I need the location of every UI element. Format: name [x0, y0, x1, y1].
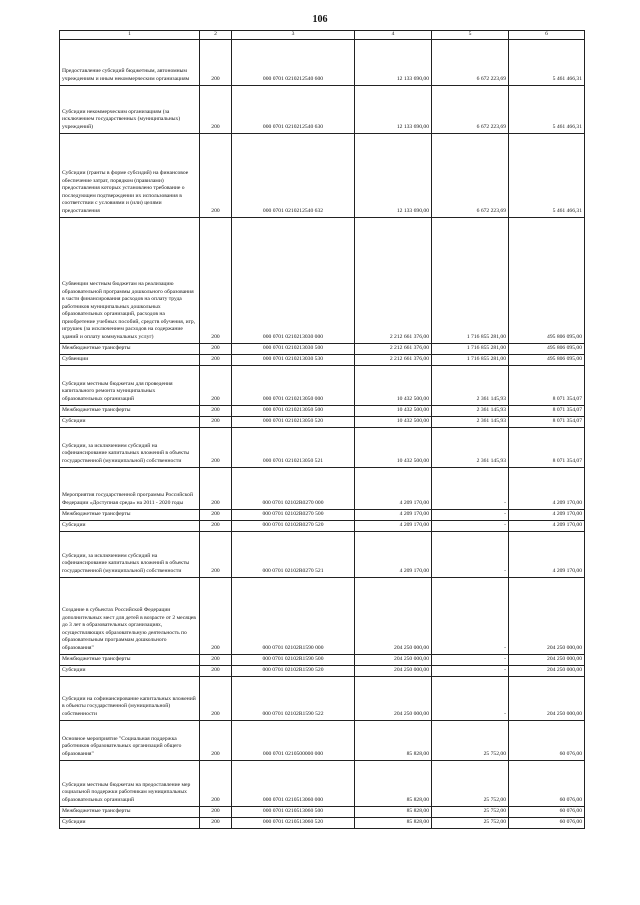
row-budget-class: 000 0701 0210213050 500 — [232, 405, 355, 416]
row-approved: 10 432 500,00 — [355, 416, 432, 427]
row-name: Субсидии, за исключением субсидий на софинансирование капитальных вложений в объекты государственной (муниципальной) собственности — [60, 427, 200, 467]
row-budget-class: 000 0701 02102R0270 500 — [232, 509, 355, 520]
row-code: 200 — [200, 343, 232, 354]
row-executed: 2 361 145,93 — [432, 416, 509, 427]
table-row — [60, 85, 585, 133]
row-name: Субвенции — [60, 354, 200, 365]
table-row — [60, 39, 585, 85]
row-code: 200 — [200, 405, 232, 416]
row-code: 200 — [200, 720, 232, 760]
row-approved: 85 828,00 — [355, 760, 432, 806]
row-name: Субсидии на софинансирование капитальных вложений в объекты государственной (муниципальной) собственности — [60, 676, 200, 720]
table-row — [60, 365, 585, 405]
row-executed: 1 716 855 281,00 — [432, 217, 509, 343]
row-budget-class: 000 0701 0210213050 520 — [232, 416, 355, 427]
row-executed: 25 752,00 — [432, 760, 509, 806]
row-unexecuted: 5 461 466,31 — [509, 133, 585, 217]
row-unexecuted: 4 209 170,00 — [509, 509, 585, 520]
row-executed: - — [432, 509, 509, 520]
row-approved: 10 432 500,00 — [355, 427, 432, 467]
row-code: 200 — [200, 817, 232, 828]
budget-table — [59, 30, 585, 829]
row-name: Субсидии — [60, 520, 200, 531]
row-executed: - — [432, 665, 509, 676]
header-row — [60, 31, 585, 40]
row-unexecuted: 5 461 466,31 — [509, 85, 585, 133]
row-executed: 1 716 855 281,00 — [432, 354, 509, 365]
row-budget-class: 000 0701 02102R1590 522 — [232, 676, 355, 720]
table-row — [60, 676, 585, 720]
table-row — [60, 427, 585, 467]
row-code: 200 — [200, 39, 232, 85]
row-approved: 204 250 000,00 — [355, 676, 432, 720]
row-name: Межбюджетные трансферты — [60, 509, 200, 520]
row-budget-class: 000 0701 0210212540 632 — [232, 133, 355, 217]
row-approved: 85 828,00 — [355, 720, 432, 760]
row-unexecuted: 8 071 354,07 — [509, 405, 585, 416]
row-unexecuted: 60 076,00 — [509, 806, 585, 817]
column-header-6: 6 — [509, 31, 585, 40]
row-budget-class: 000 0701 0210212540 600 — [232, 39, 355, 85]
row-unexecuted: 495 806 095,00 — [509, 343, 585, 354]
row-executed: 6 672 223,69 — [432, 85, 509, 133]
row-budget-class: 000 0701 0210213030 530 — [232, 354, 355, 365]
row-executed: 6 672 223,69 — [432, 133, 509, 217]
row-name: Субсидии, за исключением субсидий на софинансирование капитальных вложений в объекты государственной (муниципальной) собственности — [60, 531, 200, 577]
row-unexecuted: 60 076,00 — [509, 760, 585, 806]
table-row — [60, 133, 585, 217]
column-header-5: 5 — [432, 31, 509, 40]
table-row — [60, 405, 585, 416]
row-unexecuted: 5 461 466,31 — [509, 39, 585, 85]
row-code: 200 — [200, 416, 232, 427]
page-number: 106 — [312, 14, 328, 25]
row-code: 200 — [200, 467, 232, 509]
row-name: Субвенции местным бюджетам на реализацию образовательной программы дошкольного образования в части финансирования расходов на оплату труда работников муниципальных дошкольных образовательных организаций, расходов на приобретение учебных пособий, средств обучения, игр, игрушек (за исключением расходов на содержание зданий и оплату коммунальных услуг) — [60, 217, 200, 343]
column-header-4: 4 — [355, 31, 432, 40]
row-name: Межбюджетные трансферты — [60, 343, 200, 354]
row-unexecuted: 204 250 000,00 — [509, 676, 585, 720]
row-unexecuted: 60 076,00 — [509, 720, 585, 760]
row-executed: 25 752,00 — [432, 720, 509, 760]
row-unexecuted: 495 806 095,00 — [509, 217, 585, 343]
row-code: 200 — [200, 354, 232, 365]
row-budget-class: 000 0701 0210212540 630 — [232, 85, 355, 133]
row-code: 200 — [200, 654, 232, 665]
row-approved: 204 250 000,00 — [355, 665, 432, 676]
row-approved: 4 209 170,00 — [355, 520, 432, 531]
row-approved: 204 250 000,00 — [355, 654, 432, 665]
row-budget-class: 000 0701 02102R0270 521 — [232, 531, 355, 577]
row-executed: - — [432, 676, 509, 720]
table-row — [60, 577, 585, 654]
row-unexecuted: 8 071 354,07 — [509, 427, 585, 467]
row-code: 200 — [200, 760, 232, 806]
table-row — [60, 217, 585, 343]
row-code: 200 — [200, 365, 232, 405]
row-executed: - — [432, 577, 509, 654]
row-budget-class: 000 0701 0210213030 500 — [232, 343, 355, 354]
row-executed: - — [432, 654, 509, 665]
table-row — [60, 806, 585, 817]
row-approved: 10 432 500,00 — [355, 365, 432, 405]
row-unexecuted: 8 071 354,07 — [509, 416, 585, 427]
row-approved: 4 209 170,00 — [355, 509, 432, 520]
table-row — [60, 665, 585, 676]
row-executed: 2 361 145,93 — [432, 405, 509, 416]
row-budget-class: 000 0701 02102R1590 500 — [232, 654, 355, 665]
row-approved: 10 432 500,00 — [355, 405, 432, 416]
row-approved: 204 250 000,00 — [355, 577, 432, 654]
table-row — [60, 760, 585, 806]
row-approved: 2 212 661 376,00 — [355, 354, 432, 365]
row-approved: 85 828,00 — [355, 806, 432, 817]
row-code: 200 — [200, 85, 232, 133]
row-name: Межбюджетные трансферты — [60, 405, 200, 416]
row-budget-class: 000 0701 02102R0270 520 — [232, 520, 355, 531]
row-name: Создание в субъектах Российской Федерации дополнительных мест для детей в возрасте от 2 месяцев до 3 лет в образовательных организациях, осуществляющих образовательную деятельность по образовательным программам дошкольного образования" — [60, 577, 200, 654]
row-executed: 2 361 145,93 — [432, 365, 509, 405]
row-unexecuted: 204 250 000,00 — [509, 654, 585, 665]
row-approved: 85 828,00 — [355, 817, 432, 828]
row-approved: 12 133 690,00 — [355, 85, 432, 133]
row-name: Мероприятия государственной программы Российской Федерации «Доступная среда» на 2011 - 2020 годы — [60, 467, 200, 509]
table-row — [60, 654, 585, 665]
row-code: 200 — [200, 676, 232, 720]
row-name: Основное мероприятие "Социальная поддержка работников образовательных организаций общего образования" — [60, 720, 200, 760]
row-unexecuted: 4 209 170,00 — [509, 531, 585, 577]
row-budget-class: 000 0701 02102R0270 000 — [232, 467, 355, 509]
row-budget-class: 000 0701 0210513060 520 — [232, 817, 355, 828]
row-executed: 25 752,00 — [432, 806, 509, 817]
row-code: 200 — [200, 217, 232, 343]
table-row — [60, 509, 585, 520]
row-executed: 6 672 223,69 — [432, 39, 509, 85]
row-name: Субсидии — [60, 416, 200, 427]
row-code: 200 — [200, 665, 232, 676]
row-approved: 12 133 690,00 — [355, 133, 432, 217]
row-budget-class: 000 0701 0210513060 500 — [232, 806, 355, 817]
table-row — [60, 467, 585, 509]
row-budget-class: 000 0701 02102R1590 000 — [232, 577, 355, 654]
table-row — [60, 817, 585, 828]
row-budget-class: 000 0701 0210500000 000 — [232, 720, 355, 760]
row-name: Межбюджетные трансферты — [60, 654, 200, 665]
column-header-1: 1 — [60, 31, 200, 40]
row-name: Субсидии (гранты в форме субсидий) на финансовое обеспечение затрат, порядком (правилами) предоставления которых установлено требование о последующем подтверждении их использования в соответствии с условиями и (или) целями предоставления — [60, 133, 200, 217]
row-budget-class: 000 0701 0210213030 000 — [232, 217, 355, 343]
table-row — [60, 343, 585, 354]
row-code: 200 — [200, 520, 232, 531]
row-approved: 12 133 690,00 — [355, 39, 432, 85]
row-code: 200 — [200, 509, 232, 520]
row-budget-class: 000 0701 0210213050 000 — [232, 365, 355, 405]
row-approved: 4 209 170,00 — [355, 531, 432, 577]
row-executed: - — [432, 467, 509, 509]
table-row — [60, 720, 585, 760]
row-executed: 2 361 145,93 — [432, 427, 509, 467]
row-name: Предоставление субсидий бюджетным, автономным учреждениям и иным некоммерческим организациям — [60, 39, 200, 85]
row-unexecuted: 204 250 000,00 — [509, 577, 585, 654]
row-code: 200 — [200, 806, 232, 817]
row-executed: 25 752,00 — [432, 817, 509, 828]
row-unexecuted: 4 209 170,00 — [509, 467, 585, 509]
row-approved: 4 209 170,00 — [355, 467, 432, 509]
row-name: Субсидии — [60, 665, 200, 676]
row-approved: 2 212 661 376,00 — [355, 217, 432, 343]
row-unexecuted: 60 076,00 — [509, 817, 585, 828]
row-name: Субсидии местным бюджетам для проведения капитального ремонта муниципальных образовательных организаций — [60, 365, 200, 405]
table-row — [60, 354, 585, 365]
row-name: Субсидии — [60, 817, 200, 828]
row-name: Субсидии местным бюджетам на предоставление мер социальной поддержки работникам муниципальных образовательных организаций — [60, 760, 200, 806]
row-code: 200 — [200, 133, 232, 217]
table-row — [60, 531, 585, 577]
row-executed: - — [432, 520, 509, 531]
column-header-3: 3 — [232, 31, 355, 40]
table-row — [60, 520, 585, 531]
row-name: Субсидии некоммерческим организациям (за исключением государственных (муниципальных) учреждений) — [60, 85, 200, 133]
row-approved: 2 212 661 376,00 — [355, 343, 432, 354]
row-budget-class: 000 0701 0210513060 000 — [232, 760, 355, 806]
row-code: 200 — [200, 577, 232, 654]
row-unexecuted: 4 209 170,00 — [509, 520, 585, 531]
row-executed: - — [432, 531, 509, 577]
row-budget-class: 000 0701 02102R1590 520 — [232, 665, 355, 676]
row-budget-class: 000 0701 0210213050 521 — [232, 427, 355, 467]
row-name: Межбюджетные трансферты — [60, 806, 200, 817]
row-executed: 1 716 855 281,00 — [432, 343, 509, 354]
row-unexecuted: 495 806 095,00 — [509, 354, 585, 365]
row-code: 200 — [200, 531, 232, 577]
row-unexecuted: 204 250 000,00 — [509, 665, 585, 676]
row-code: 200 — [200, 427, 232, 467]
table-row — [60, 416, 585, 427]
column-header-2: 2 — [200, 31, 232, 40]
row-unexecuted: 8 071 354,07 — [509, 365, 585, 405]
